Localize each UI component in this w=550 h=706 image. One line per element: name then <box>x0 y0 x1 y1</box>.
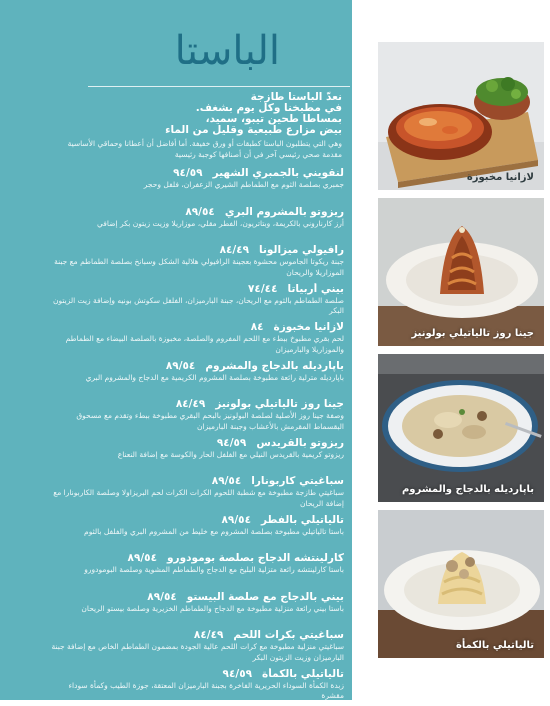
title-divider <box>88 86 350 87</box>
menu-item-price: ٨٤ <box>251 321 264 334</box>
photo-pappardelle <box>378 354 544 502</box>
intro-line: بيض مزارع طبيعية وقليل من الماء <box>42 125 342 136</box>
menu-item-price: ٨٩/٥٤ <box>128 552 157 565</box>
intro-line: بمساطا طحين تيبو، سميد، <box>42 114 342 125</box>
menu-item-price: ٨٤/٤٩ <box>194 629 223 642</box>
menu-item-description: جبنة ريكوتا الجاموس محشوة بعجينة الرافيولي هلالية الشكل وسبانخ بصلصة الطماطم مع جبنة الموزاريلا والريحان <box>44 257 344 278</box>
menu-item-name: تالياتيلي بالفطر <box>261 514 344 526</box>
menu-item-price: ٨٩/٥٤ <box>222 514 251 527</box>
menu-item <box>14 283 344 322</box>
menu-item <box>14 629 344 668</box>
menu-item-description: جمبري بصلصة الثوم مع الطماطم الشيري الزعفران، فلفل وحجر <box>44 180 344 191</box>
photo-lasagna <box>378 42 544 190</box>
menu-item-name: كارلينتشه الدجاج بصلصة بومودورو <box>167 552 344 564</box>
menu-item-name: بيني أربياتا <box>288 283 345 295</box>
menu-item <box>14 475 344 514</box>
menu-item-name: جينا روز تالياتيلي بولونيز <box>215 398 344 410</box>
intro-block <box>42 92 342 160</box>
menu-item-description: أرز كارناروني بالكريمة، وبتاتريون، الفطر مقلي، موزاريلا وزيت زيتون بكر إضافي <box>44 219 344 230</box>
menu-item-price: ٧٤/٤٤ <box>248 283 277 296</box>
menu-item-name: رافيولي ميزالونا <box>259 244 344 256</box>
intro-line: نعدّ الباستا طازجة <box>42 92 342 103</box>
photo-caption: لازانيا مخبوزة <box>467 172 534 183</box>
photo-column <box>378 0 544 700</box>
menu-item <box>14 591 344 630</box>
menu-item <box>14 321 344 360</box>
menu-item-name: لنقويني بالجمبري الشهير <box>213 167 344 179</box>
menu-item-description: زبدة الكمأة السوداء الحريرية الفاخرة بجبنة البارميزان المعتقة، جوزة الطيب وكمأة سوداء مقشرة <box>44 681 344 702</box>
menu-list <box>14 167 344 706</box>
pappardelle-image <box>378 354 544 502</box>
menu-item-description: سباغيتي طازجة مطبوخة مع شطبة اللحوم الكرات الكرات لحم البريزاولا وصلصة الكاربونارا مع إضافة الريحان <box>44 488 344 509</box>
photo-caption: تالياتيلي بالكمأة <box>456 640 534 651</box>
menu-item <box>14 244 344 283</box>
photo-truffle <box>378 510 544 658</box>
menu-item-description: وصفة جينا روز الأصلية لصلصة البولونيز بالبحم البقري مطبوخة ببطء وتقدم مع مسحوق البقسماط المقرمش بالأعشاب وجبنة البارميزان <box>44 411 344 432</box>
page-title: الباستا <box>175 28 280 74</box>
menu-item-name: بيني بالدجاج مع صلصة البيستو <box>187 591 344 603</box>
menu-item-description: باستا تالياتيلي مطبوخة بصلصة المشروم مع خليط من المشروم البري والفلفل بالثوم <box>44 527 344 538</box>
menu-item-name: لازانيا مخبوزة <box>274 321 344 333</box>
menu-item-name: ريزوتو بالقريدس <box>256 437 344 449</box>
menu-item-description: سباغيتي منزلية مطبوخة مع كرات اللحم عالية الجودة بمضمون الطماطم الخاص مع إضافة جبنة البارميزان وزيت الزيتون البكر <box>44 642 344 663</box>
menu-item-price: ٩٤/٥٩ <box>223 668 252 681</box>
menu-item <box>14 167 344 206</box>
menu-item-description: ريزوتو كريمية بالقريدس النيلي مع الفلفل الحار والكوسة مع إضافة النعناع <box>44 450 344 461</box>
menu-item-price: ٩٤/٥٩ <box>217 437 246 450</box>
menu-item-name: تالياتيلي بالكمأة <box>262 668 344 680</box>
menu-item-price: ٩٤/٥٩ <box>173 167 202 180</box>
menu-item-price: ٨٤/٤٩ <box>176 398 205 411</box>
menu-item <box>14 437 344 476</box>
bolognese-image <box>378 198 544 346</box>
menu-item <box>14 206 344 245</box>
menu-item <box>14 360 344 399</box>
menu-item-price: ٨٤/٤٩ <box>220 244 249 257</box>
menu-item-description: باستا كارلينتشه رائعة متزلية البليخ مع الدجاج والطماطم المشوية وصلصة البومودورو <box>44 565 344 576</box>
menu-item <box>14 398 344 437</box>
lasagna-image <box>378 42 544 190</box>
intro-description: وهي التي يتطلبون الباستا كطبقات أو ورق خفيفة. أما أفاضل أن أعطانا وحماقي الأساسية مقدمة صحي رئيسي آخر في أن أصنافها كوجبة رئيسية <box>52 138 342 160</box>
photo-bolognese <box>378 198 544 346</box>
photo-caption: جينا روز تالياتيلي بولونيز <box>411 328 534 339</box>
menu-item-price: ٨٩/٥٤ <box>166 360 195 373</box>
menu-item-price: ٨٩/٥٤ <box>185 206 214 219</box>
menu-item-price: ٨٩/٥٤ <box>212 475 241 488</box>
truffle-tagliatelle-image <box>378 510 544 658</box>
menu-item-name: ريزوتو بالمشروم البري <box>225 206 344 218</box>
menu-item-description: لحم بقري مطبوخ ببطء مع اللحم المفروم والصلصة، مخبوزة بالصلصة البيضاء مع الطماطم والموزاريلا والبارميزان <box>44 334 344 355</box>
photo-caption: باپارديله بالدجاج والمشروم <box>402 484 534 495</box>
menu-item-name: سباغيتي بكرات اللحم <box>233 629 344 641</box>
menu-item-name: باپارديله بالدجاج والمشروم <box>205 360 344 372</box>
menu-item <box>14 552 344 591</box>
menu-item <box>14 668 344 706</box>
menu-item-name: سباغيتي كاربونارا <box>251 475 344 487</box>
menu-item-price: ٨٩/٥٤ <box>147 591 176 604</box>
intro-line: في مطبخنا وكل يوم بشغف. <box>42 103 342 114</box>
menu-item-description: باستا بيني رائعة منزلية مطبوخة مع الدجاج والطماطم الخزيرية وصلصة بيستو الريحان <box>44 604 344 615</box>
menu-item <box>14 514 344 553</box>
menu-item-description: صلصة الطماطم بالثوم مع الريحان، جبنة البارميزان، الفلفل سكوتش بونيه وإضافة زيت الزيتون البكر <box>44 296 344 317</box>
menu-item-description: باپارديله مترلية رائعة مطبوخة بصلصة المشروم الكريمية مع الدجاج والمشروم البري <box>44 373 344 384</box>
